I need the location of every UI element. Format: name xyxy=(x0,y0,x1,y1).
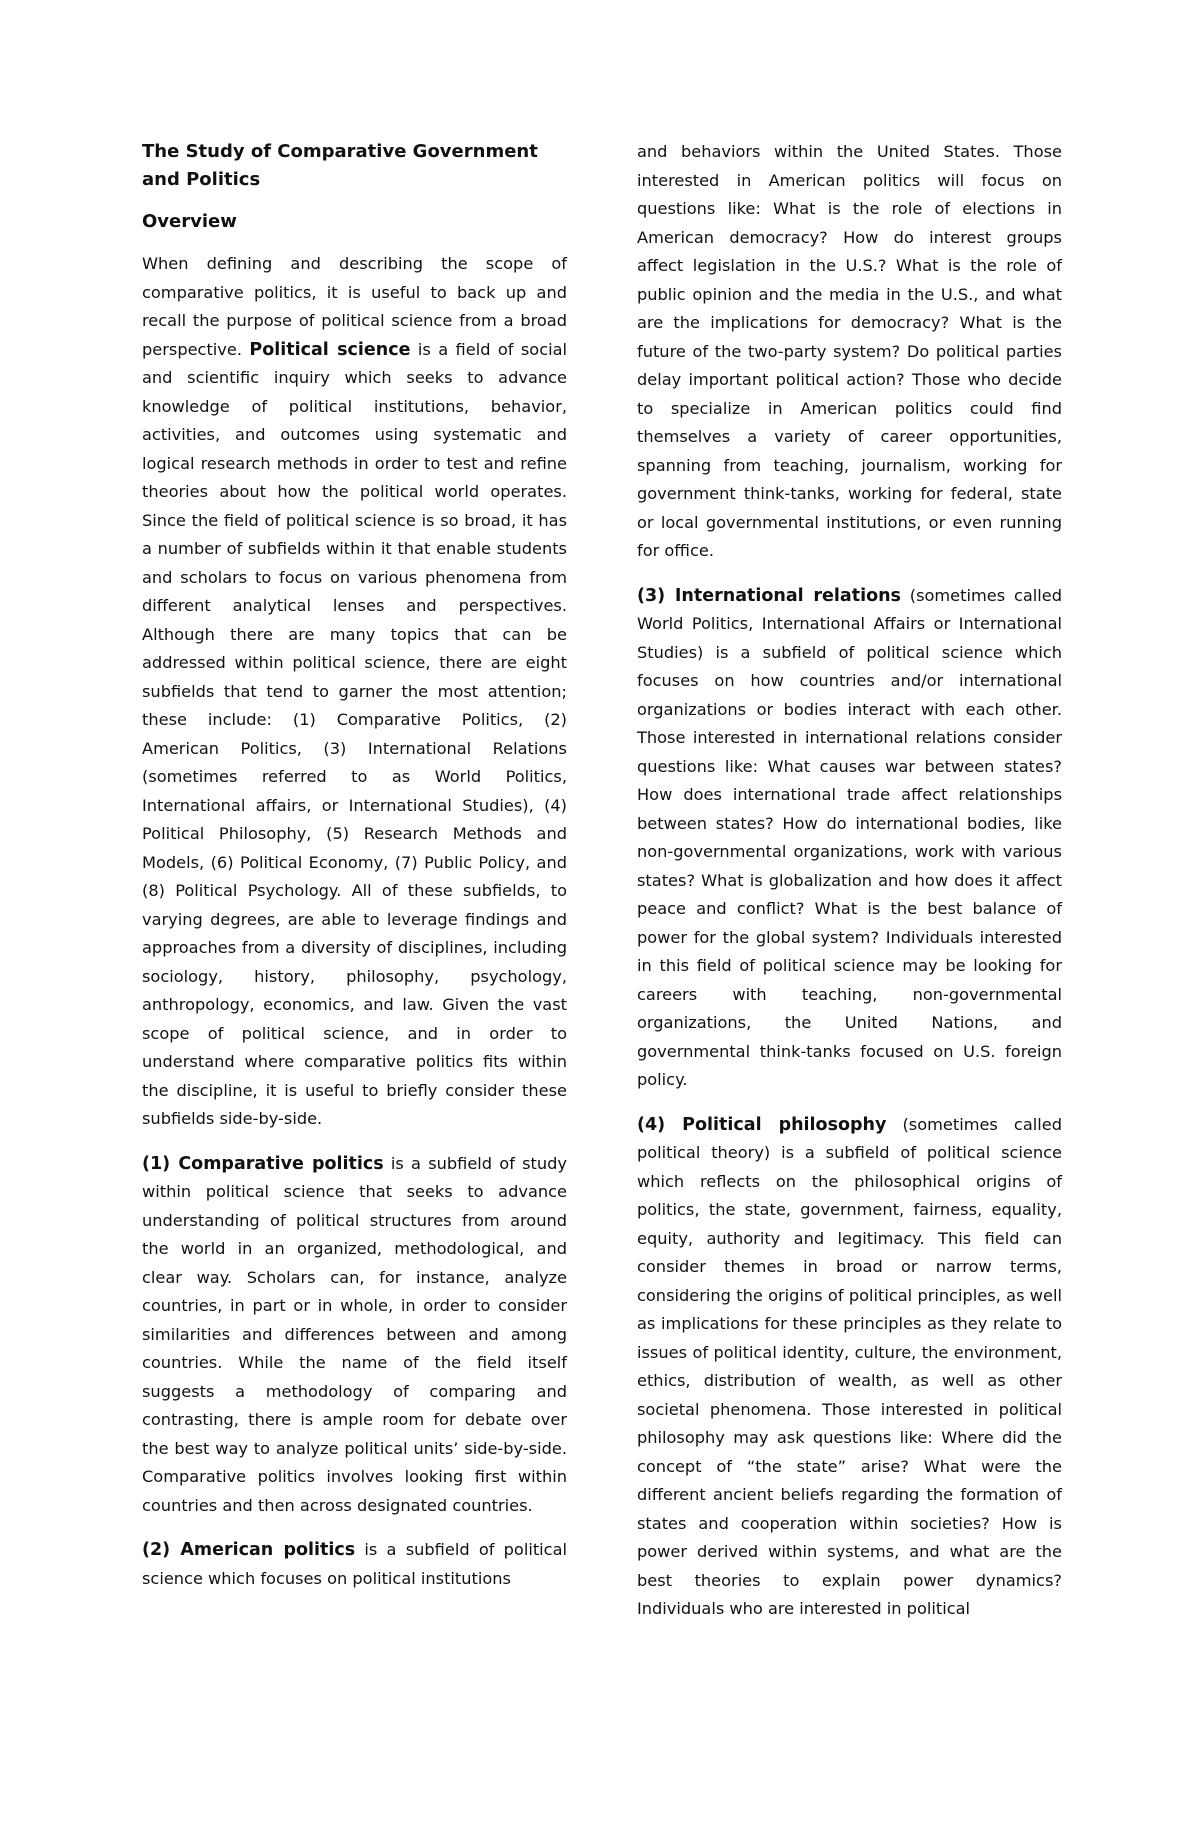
overview-heading: Overview xyxy=(142,211,237,232)
international-relations-paragraph xyxy=(637,582,1062,1095)
comparative-politics-text: is a subfield of study within political science that seeks to advance understanding of political structures from around the world in an organized, methodological, and clear way. Scholars can, for instance, analyze countries, in part or in whole, in order to consider similarities and differences between and among countries. While the name of the field itself suggests a methodology of comparing and contrasting, there is ample room for debate over the best way to analyze political units’ side-by-side. Comparative politics involves looking first within countries and then across designated countries. xyxy=(142,1153,567,1515)
comparative-politics-term: (1) Comparative politics xyxy=(142,1153,384,1174)
american-politics-text-right: and behaviors within the United States. Those interested in American politics will focus on questions like: What is the role of elections in American democracy? How do interest groups affect legislation in the U.S.? What is the role of public opinion and the media in the U.S., and what are the implications for democracy? What is the future of the two-party system? Do political parties delay important political action? Those who decide to specialize in American politics could find themselves a variety of career opportunities, spanning from teaching, journalism, working for government think-tanks, working for federal, state or local governmental institutions, or even running for office. xyxy=(637,142,1062,560)
political-philosophy-term: (4) Political philosophy xyxy=(637,1114,887,1135)
intro-text-before: When defining and describing the scope of comparative politics, it is useful to back up and recall the purpose of political science from a broad perspective. xyxy=(142,254,567,359)
american-politics-text-left: is a subfield of political science which focuses on political institutions xyxy=(142,1540,567,1588)
intro-text-after: is a field of social and scientific inquiry which seeks to advance knowledge of political institutions, behavior, activities, and outcomes using systematic and logical research methods in order to test and refine theories about how the political world operates. Since the field of political science is so broad, it has a number of subfields within it that enable students and scholars to focus on various phenomena from different analytical lenses and perspectives. Although there are many topics that can be addressed within political science, there are eight subfields that tend to garner the most attention; these include: (1) Comparative Politics, (2) American Politics, (3) International Relations (sometimes referred to as World Politics, International affairs, or International Studies), (4) Political Philosophy, (5) Research Methods and Models, (6) Political Economy, (7) Public Policy, and (8) Political Psychology. All of these subfields, to varying degrees, are able to leverage findings and approaches from a diversity of disciplines, including sociology, history, philosophy, psychology, anthropology, economics, and law. Given the vast scope of political science, and in order to understand where comparative politics fits within the discipline, it is useful to briefly consider these subfields side-by-side. xyxy=(142,339,568,1128)
american-politics-paragraph-start xyxy=(142,1536,567,1593)
international-relations-text: (sometimes called World Politics, International Affairs or International Studies) is a subfield of political science which focuses on how countries and/or international organizations or bodies interact with each other. Those interested in international relations consider questions like: What causes war between states? How does international trade affect relationships between states? How do international bodies, like non-governmental organizations, work with various states? What is globalization and how does it affect peace and conflict? What is the best balance of power for the global system? Individuals interested in this field of political science may be looking for careers with teaching, non-governmental organizations, the United Nations, and governmental think-tanks focused on U.S. foreign policy. xyxy=(637,585,1062,1089)
document-title: The Study of Comparative Government and Politics xyxy=(142,141,538,190)
political-philosophy-text: (sometimes called political theory) is a subfield of political science which reflects on the philosophical origins of politics, the state, government, fairness, equality, equity, authority and legitimacy. This field can consider themes in broad or narrow terms, considering the origins of political principles, as well as implications for these principles as they relate to issues of political identity, culture, the environment, ethics, distribution of wealth, as well as other societal phenomena. Those interested in political philosophy may ask questions like: Where did the concept of “the state” arise? What were the different ancient beliefs regarding the formation of states and cooperation within societies? How is power derived within systems, and what are the best theories to explain power dynamics? Individuals who are interested in political xyxy=(637,1114,1062,1618)
left-column xyxy=(142,138,567,1593)
political-science-term: Political science xyxy=(249,339,411,360)
american-politics-paragraph-continued xyxy=(637,138,1062,566)
comparative-politics-paragraph xyxy=(142,1150,567,1521)
right-column xyxy=(637,138,1062,1624)
political-philosophy-paragraph xyxy=(637,1111,1062,1624)
international-relations-term: (3) International relations xyxy=(637,585,901,606)
intro-paragraph xyxy=(142,250,567,1134)
american-politics-term: (2) American politics xyxy=(142,1540,356,1560)
